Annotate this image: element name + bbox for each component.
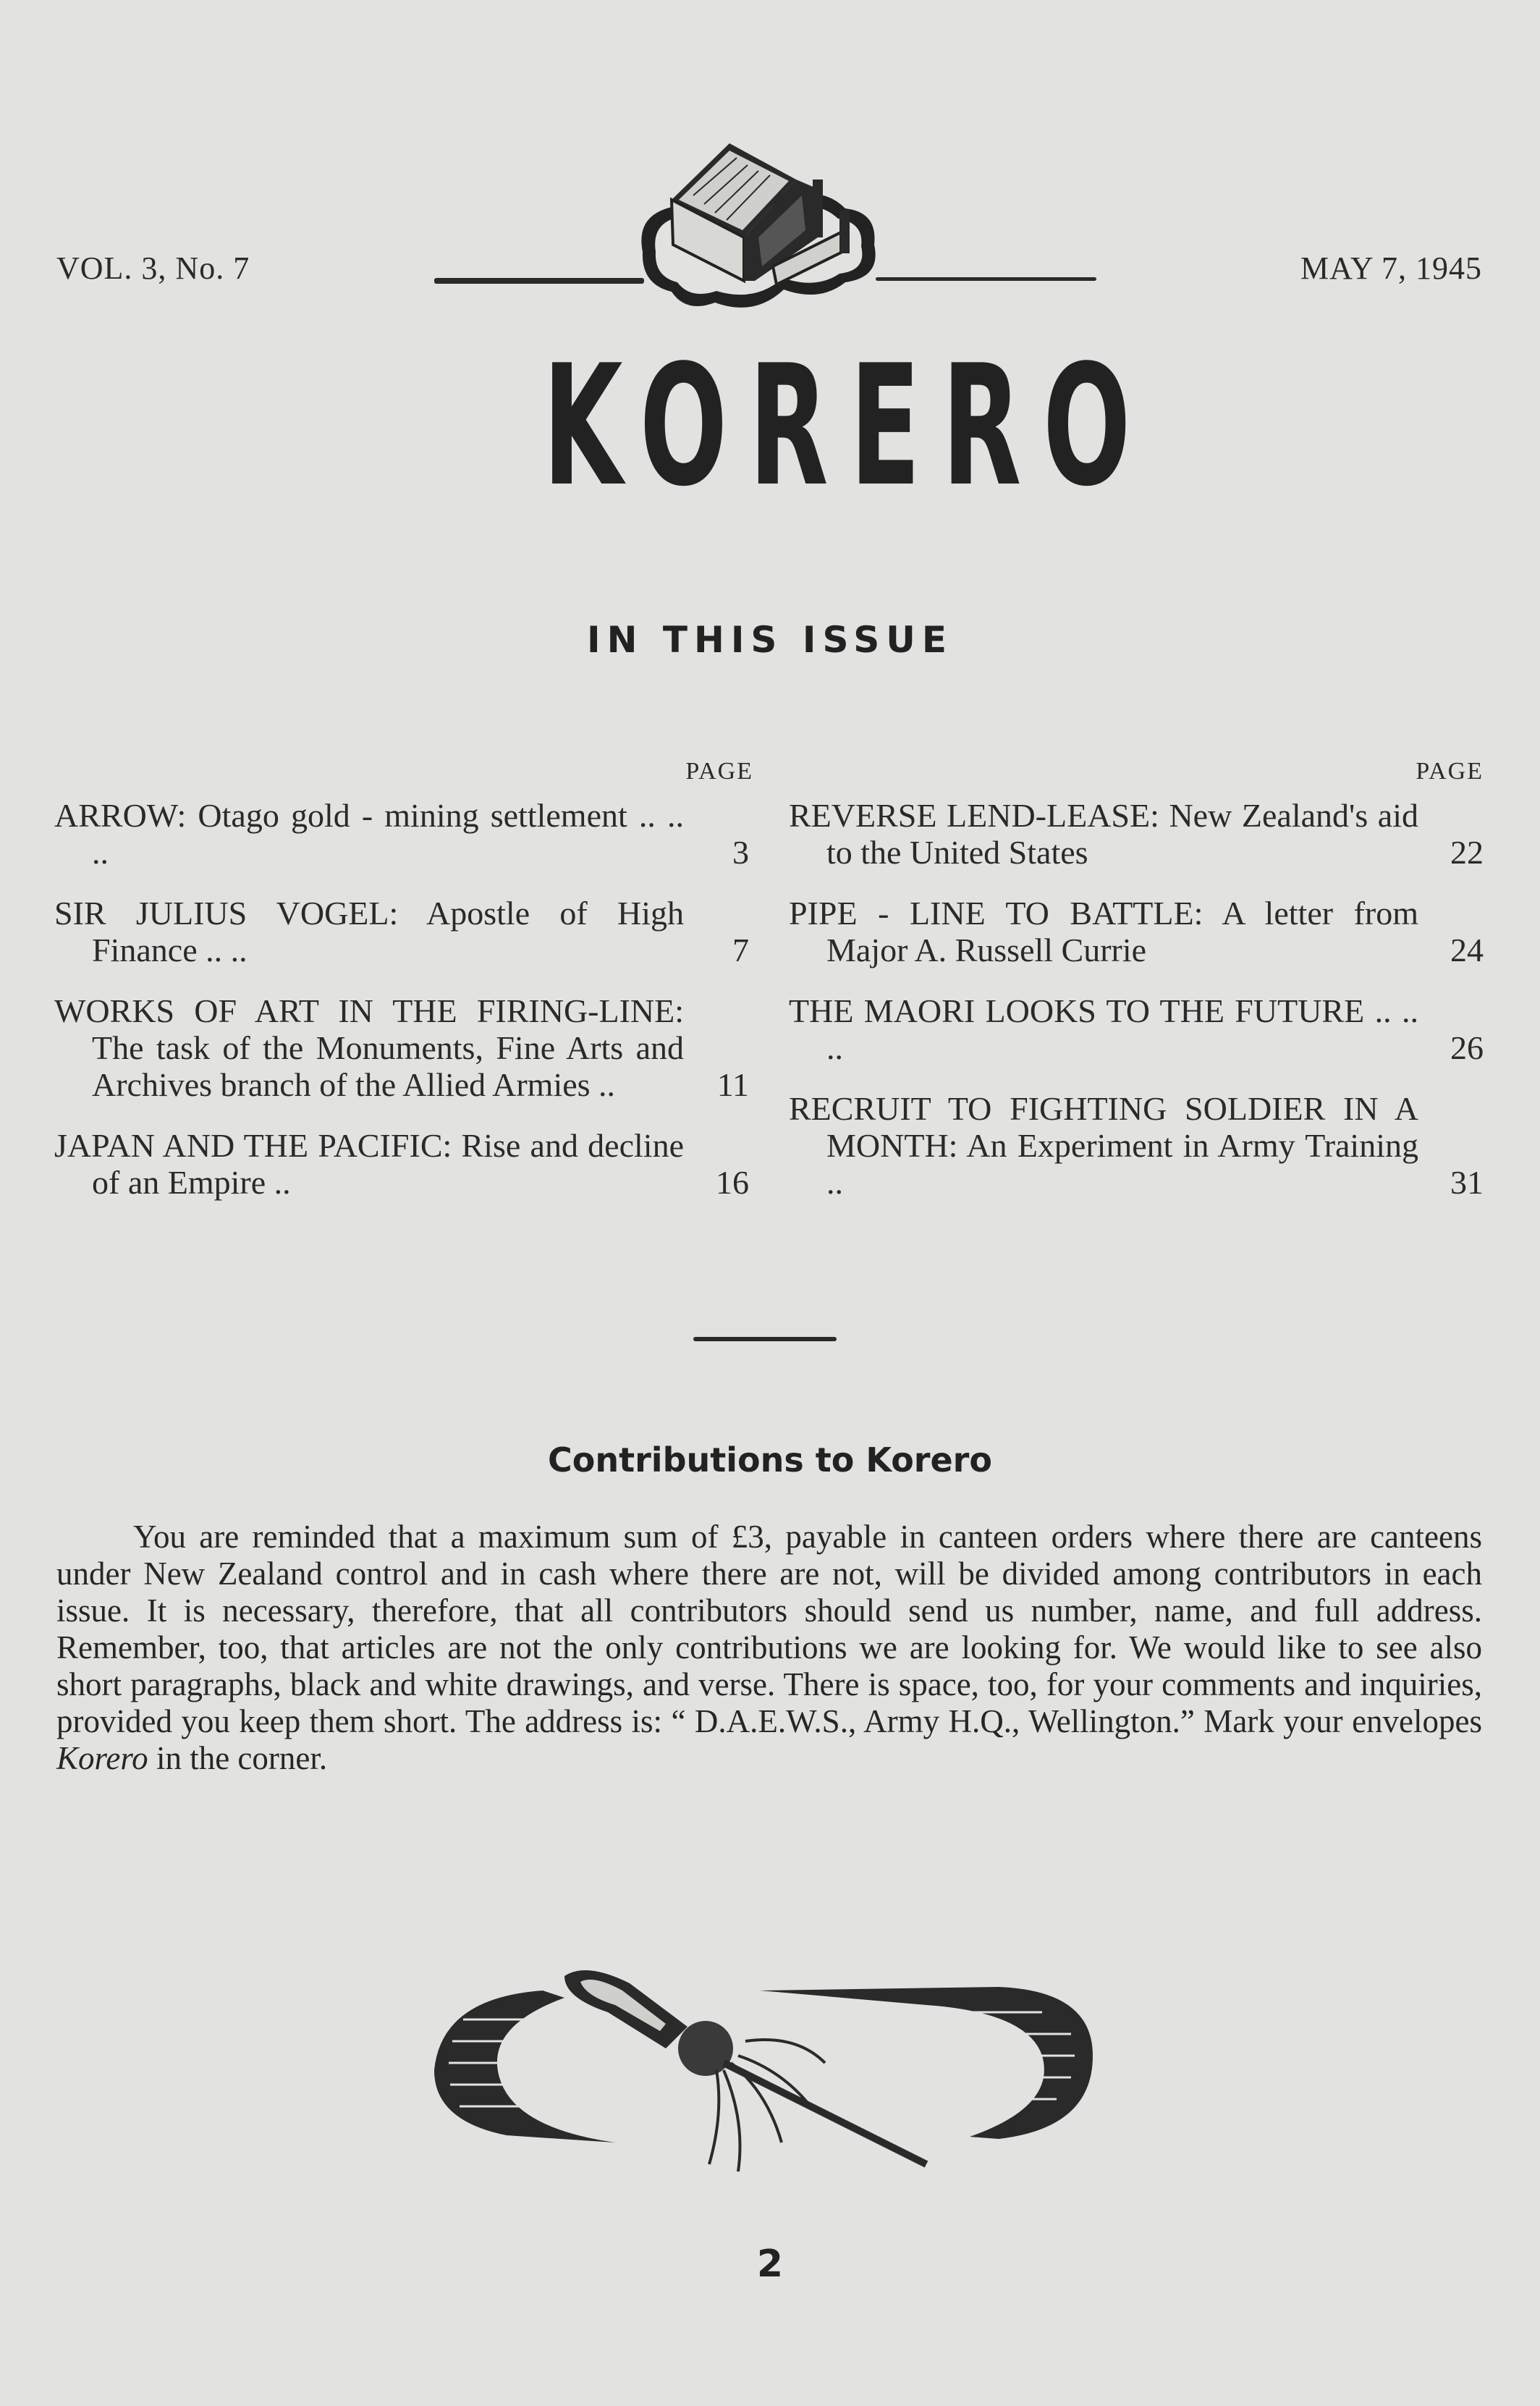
- contributions-italic-text: Korero: [56, 1740, 148, 1776]
- entry-page: 22: [1450, 834, 1484, 871]
- masthead-rule-right: [876, 277, 1096, 281]
- entry-title: ARROW: Otago gold - mining settlement .. .. ..: [54, 797, 684, 871]
- contents-entry: [54, 895, 749, 968]
- contents-entry: [54, 797, 749, 871]
- section-divider: [693, 1337, 837, 1341]
- contents-heading: IN THIS ISSUE: [587, 619, 953, 661]
- entry-page: 26: [1450, 1029, 1484, 1066]
- entry-page: 16: [716, 1164, 749, 1201]
- contents-entry: [789, 1090, 1484, 1201]
- contributions-paragraph: [56, 1519, 1482, 1777]
- entry-title: PIPE - LINE TO BATTLE: A letter from Major A. Russell Currie: [789, 895, 1418, 968]
- contributions-text: You are reminded that a maximum sum of £3, payable in canteen orders where there are canteens under New Zealand control and in cash where there are not, will be divided among contributors in each issue. It is necessary, therefore, that all contributors should send us number, name, and full address. Remember, too, that articles are not the only contributions we are looking for. We would like to see also short paragraphs, black and white drawings, and verse. There is space, too, for your comments and inquiries, provided you keep them short. The address is: “ D.A.E.W.S., Army H.Q., Wellington.” Mark your envelopes: [56, 1519, 1482, 1739]
- entry-title: THE MAORI LOOKS TO THE FUTURE .. .. ..: [789, 992, 1418, 1066]
- issue-date: MAY 7, 1945: [1300, 250, 1482, 286]
- contents-left-column: [54, 753, 753, 1225]
- contents-entry: [789, 895, 1484, 968]
- contents-right-column: [789, 753, 1484, 1225]
- entry-title: RECRUIT TO FIGHTING SOLDIER IN A MONTH: An Experiment in Army Training ..: [789, 1090, 1418, 1201]
- entry-page: 3: [732, 834, 749, 871]
- entry-title: JAPAN AND THE PACIFIC: Rise and decline of an Empire ..: [54, 1127, 684, 1201]
- contributions-heading: Contributions to Korero: [548, 1440, 992, 1480]
- contributions-text-end: in the corner.: [148, 1740, 328, 1776]
- page-column-label: PAGE: [1416, 758, 1484, 785]
- magazine-title: KORERO: [543, 330, 1153, 523]
- contents-entry: [789, 992, 1484, 1066]
- entry-page: 7: [732, 932, 749, 968]
- entry-page: 11: [716, 1066, 749, 1103]
- entry-title: WORKS OF ART IN THE FIRING-LINE: The task of the Monuments, Fine Arts and Archives branch of the Allied Armies ..: [54, 992, 684, 1103]
- contents-entry: [789, 797, 1484, 871]
- entry-title: SIR JULIUS VOGEL: Apostle of High Finance .. ..: [54, 895, 684, 968]
- volume-number: VOL. 3, No. 7: [56, 250, 250, 286]
- entry-title: REVERSE LEND-LEASE: New Zealand's aid to the United States: [789, 797, 1418, 871]
- taiaha-illustration-icon: [420, 1947, 1107, 2208]
- masthead-rule-left: [434, 278, 644, 284]
- contents-entry: [54, 1127, 749, 1201]
- entry-page: 24: [1450, 932, 1484, 968]
- contents-entry: [54, 992, 749, 1103]
- entry-page: 31: [1450, 1164, 1484, 1201]
- page-number: 2: [756, 2242, 784, 2286]
- page-column-label: PAGE: [685, 758, 753, 785]
- house-illustration-icon: [628, 129, 896, 346]
